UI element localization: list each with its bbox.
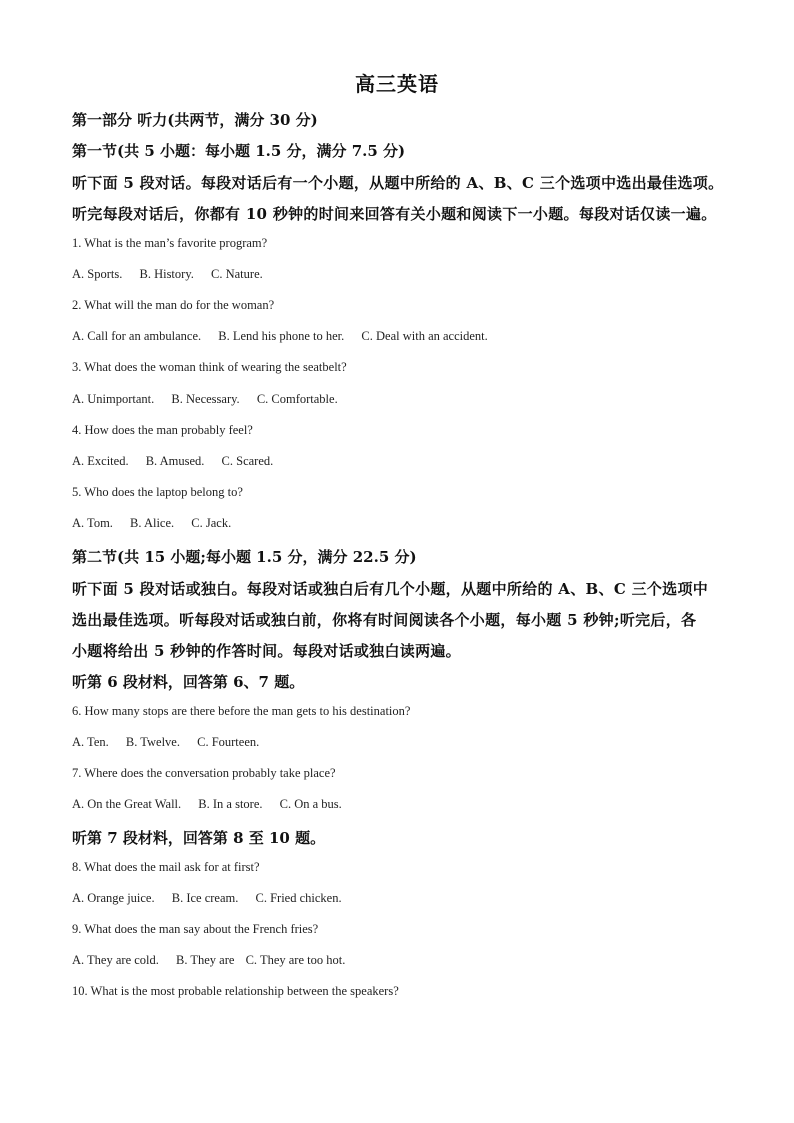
question-options xyxy=(72,953,359,968)
question-text: 4. How does the man probably feel? xyxy=(72,423,253,437)
option-c: C. Comfortable. xyxy=(256,392,338,406)
section2-instruction-line: 选出最佳选项。听每段对话或独白前，你将有时间阅读各个小题，每小题 5 秒钟;听完后，各 xyxy=(72,611,697,629)
option-a: A. Unimportant. xyxy=(72,392,155,406)
question-text: 3. What does the woman think of wearing the seatbelt? xyxy=(72,360,347,374)
group-heading: 听第 6 段材料，回答第 6、7 题。 xyxy=(72,673,305,691)
option-b: B. Lend his phone to her. xyxy=(218,329,345,343)
question-options xyxy=(72,329,502,344)
option-a: A. Ten. xyxy=(72,735,109,749)
question-options xyxy=(72,891,356,906)
option-c: C. Fourteen. xyxy=(197,735,260,749)
question-text: 8. What does the mail ask for at first? xyxy=(72,860,260,874)
option-a: A. Orange juice. xyxy=(72,891,155,905)
section2-instruction-line: 听下面 5 段对话或独白。每段对话或独白后有几个小题，从题中所给的 A、B、C 三个选项中 xyxy=(72,580,709,598)
option-c: C. Scared. xyxy=(221,454,274,468)
question-options xyxy=(72,735,273,750)
question-options xyxy=(72,392,352,407)
option-c: C. On a bus. xyxy=(279,797,342,811)
option-a: A. They are cold. xyxy=(72,953,159,967)
section1-instruction-line: 听完每段对话后，你都有 10 秒钟的时间来回答有关小题和阅读下一小题。每段对话仅读一遍。 xyxy=(72,205,717,223)
question-text: 9. What does the man say about the French fries? xyxy=(72,922,319,936)
group-heading: 听第 7 段材料，回答第 8 至 10 题。 xyxy=(72,829,326,847)
option-b: B. History. xyxy=(139,267,194,281)
option-a: A. Sports. xyxy=(72,267,123,281)
option-b: B. Amused. xyxy=(145,454,205,468)
option-b: B. Alice. xyxy=(130,516,175,530)
question-text: 10. What is the most probable relationship between the speakers? xyxy=(72,984,399,998)
document-title: 高三英语 xyxy=(355,72,439,96)
question-text: 5. Who does the laptop belong to? xyxy=(72,485,243,499)
option-a: A. Call for an ambulance. xyxy=(72,329,202,343)
option-b: B. Necessary. xyxy=(171,392,240,406)
section2-instruction-line: 小题将给出 5 秒钟的作答时间。每段对话或独白读两遍。 xyxy=(72,642,461,660)
option-a: A. Excited. xyxy=(72,454,129,468)
part1-heading: 第一部分 听力(共两节，满分 30 分) xyxy=(72,111,318,129)
option-c: C. Deal with an accident. xyxy=(361,329,488,343)
option-a: A. On the Great Wall. xyxy=(72,797,182,811)
section1-heading: 第一节(共 5 小题：每小题 1.5 分，满分 7.5 分) xyxy=(72,142,406,160)
question-options xyxy=(72,797,356,812)
option-c: C. They are too hot. xyxy=(245,953,346,967)
option-c: C. Nature. xyxy=(211,267,263,281)
question-text: 1. What is the man’s favorite program? xyxy=(72,236,268,250)
question-text: 2. What will the man do for the woman? xyxy=(72,298,275,312)
option-c: C. Jack. xyxy=(191,516,232,530)
option-a: A. Tom. xyxy=(72,516,113,530)
section1-instruction-line: 听下面 5 段对话。每段对话后有一个小题，从题中所给的 A、B、C 三个选项中选出最佳选项。 xyxy=(72,174,724,192)
question-options xyxy=(72,454,287,469)
option-b: B. They are xyxy=(176,953,235,967)
question-text: 6. How many stops are there before the man gets to his destination? xyxy=(72,704,411,718)
option-c: C. Fried chicken. xyxy=(255,891,342,905)
question-text: 7. Where does the conversation probably take place? xyxy=(72,766,336,780)
option-b: B. Twelve. xyxy=(125,735,180,749)
question-options xyxy=(72,267,277,282)
option-b: B. In a store. xyxy=(198,797,263,811)
option-b: B. Ice cream. xyxy=(171,891,239,905)
question-options xyxy=(72,516,245,531)
section2-heading: 第二节(共 15 小题;每小题 1.5 分，满分 22.5 分) xyxy=(72,548,417,566)
